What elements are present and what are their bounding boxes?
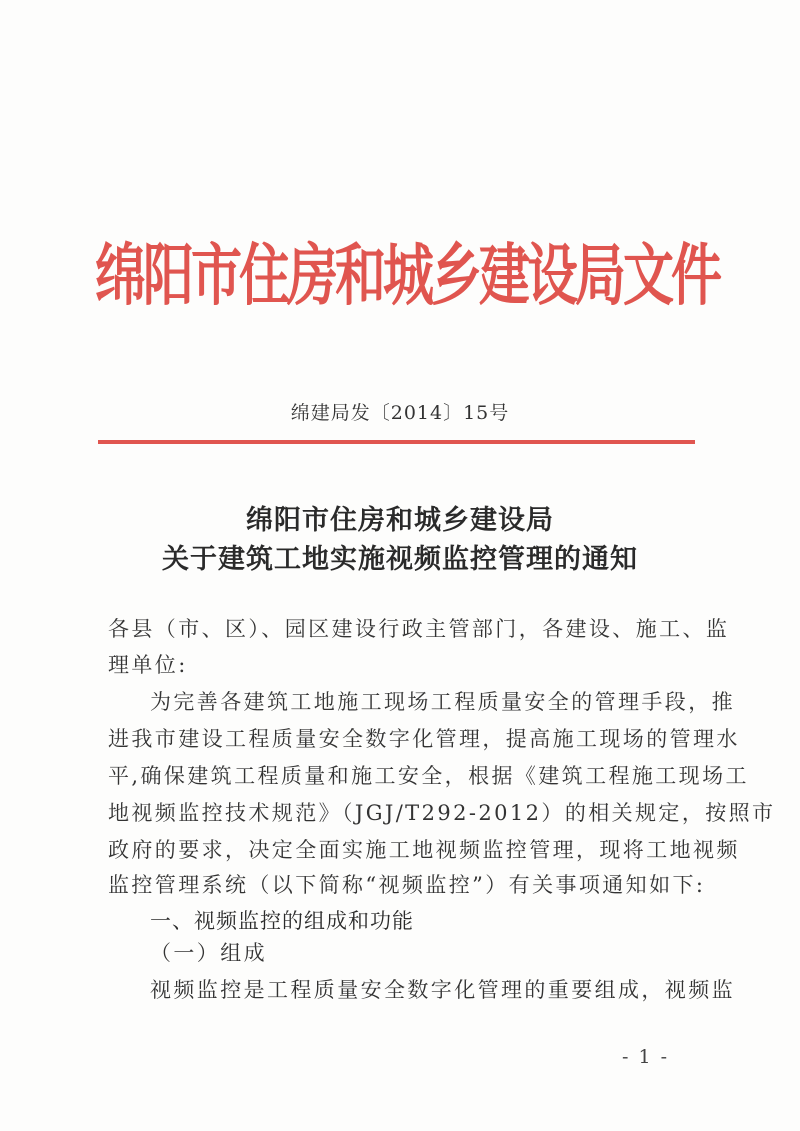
issuer-masthead: 绵阳市住房和城乡建设局文件 <box>95 238 720 316</box>
document-number: 绵建局发〔2014〕15号 <box>290 402 510 424</box>
section-heading: 一、视频监控的组成和功能 <box>150 909 414 933</box>
addressee-line-2: 理单位: <box>108 653 188 677</box>
paragraph-line: 政府的要求，决定全面实施工地视频监控管理，现将工地视频 <box>108 838 740 862</box>
paragraph-line: 进我市建设工程质量安全数字化管理，提高施工现场的管理水 <box>108 727 740 751</box>
red-divider-line <box>98 440 695 444</box>
paragraph-line: 监控管理系统（以下简称“视频监控”）有关事项通知如下: <box>108 873 706 897</box>
notice-title-line-2: 关于建筑工地实施视频监控管理的通知 <box>162 544 638 575</box>
paragraph-line: 地视频监控技术规范》（JGJ/T292-2012）的相关规定，按照市 <box>108 801 776 825</box>
paragraph-line: 为完善各建筑工地施工现场工程质量安全的管理手段，推 <box>150 690 735 714</box>
paragraph-line: 视频监控是工程质量安全数字化管理的重要组成，视频监 <box>150 978 735 1002</box>
page-number: - 1 - <box>622 1046 670 1068</box>
subsection-heading: （一）组成 <box>150 941 267 965</box>
addressee-line-1: 各县（市、区）、园区建设行政主管部门，各建设、施工、监 <box>108 617 730 641</box>
notice-title-line-1: 绵阳市住房和城乡建设局 <box>246 505 554 536</box>
paragraph-line: 平,确保建筑工程质量和施工安全，根据《建筑工程施工现场工 <box>108 764 749 788</box>
